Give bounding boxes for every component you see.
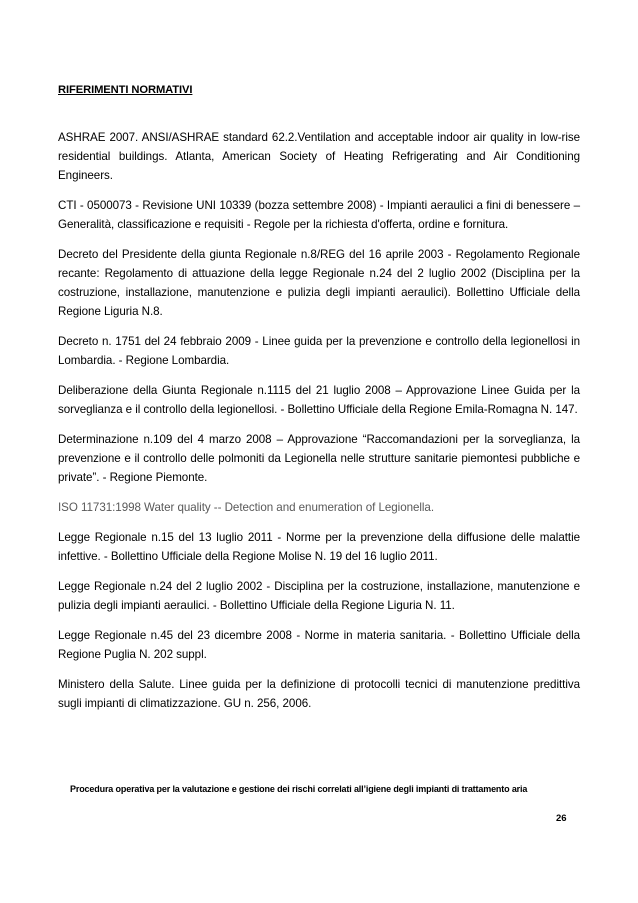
reference-item: Decreto n. 1751 del 24 febbraio 2009 - Linee guida per la prevenzione e controllo della legionellosi in Lombardia. - Regione Lombardia.	[58, 335, 580, 367]
reference-item: Legge Regionale n.45 del 23 dicembre 2008 - Norme in materia sanitaria. - Bollettino Ufficiale della Regione Puglia N. 202 suppl.	[58, 629, 580, 661]
reference-item: Ministero della Salute. Linee guida per la definizione di protocolli tecnici di manutenzione predittiva sugli impianti di climatizzazione. GU n. 256, 2006.	[58, 678, 580, 710]
reference-item: Determinazione n.109 del 4 marzo 2008 – Approvazione “Raccomandazioni per la sorveglianza, la prevenzione e il controllo delle polmoniti da Legionella nelle strutture sanitarie piemontesi pubbliche e private”. - Regione Piemonte.	[58, 433, 580, 484]
page-footer: Procedura operativa per la valutazione e gestione dei rischi correlati all’igiene degli impianti di trattamento aria	[70, 784, 528, 794]
section-heading: RIFERIMENTI NORMATIVI	[58, 84, 193, 96]
reference-item: Legge Regionale n.15 del 13 luglio 2011 - Norme per la prevenzione della diffusione delle malattie infettive. - Bollettino Ufficiale della Regione Molise N. 19 del 16 luglio 2011.	[58, 531, 580, 563]
reference-item: CTI - 0500073 - Revisione UNI 10339 (bozza settembre 2008) - Impianti aeraulici a fini di benessere – Generalità, classificazione e requisiti - Regole per la richiesta d'offerta, ordine e fornitura.	[58, 199, 580, 231]
reference-item: Deliberazione della Giunta Regionale n.1115 del 21 luglio 2008 – Approvazione Linee Guida per la sorveglianza e il controllo della legionellosi. - Bollettino Ufficiale della Regione Emila-Romagna N. 147.	[58, 384, 580, 416]
page-number: 26	[556, 813, 567, 824]
reference-item: Legge Regionale n.24 del 2 luglio 2002 - Disciplina per la costruzione, installazione, manutenzione e pulizia degli impianti aeraulici. - Bollettino Ufficiale della Regione Liguria N. 11.	[58, 580, 580, 612]
reference-item: ASHRAE 2007. ANSI/ASHRAE standard 62.2.Ventilation and acceptable indoor air quality in low-rise residential buildings. Atlanta, American Society of Heating Refrigerating and Air Conditioning Engineers.	[58, 131, 580, 182]
reference-item: ISO 11731:1998 Water quality -- Detection and enumeration of Legionella.	[58, 501, 435, 514]
reference-item: Decreto del Presidente della giunta Regionale n.8/REG del 16 aprile 2003 - Regolamento Regionale recante: Regolamento di attuazione della legge Regionale n.24 del 2 luglio 2002 (Disciplina per la costruzione, installazione, manutenzione e pulizia degli impianti aeraulici). Bollettino Ufficiale della Regione Liguria N.8.	[58, 248, 580, 318]
references-list	[58, 128, 580, 724]
